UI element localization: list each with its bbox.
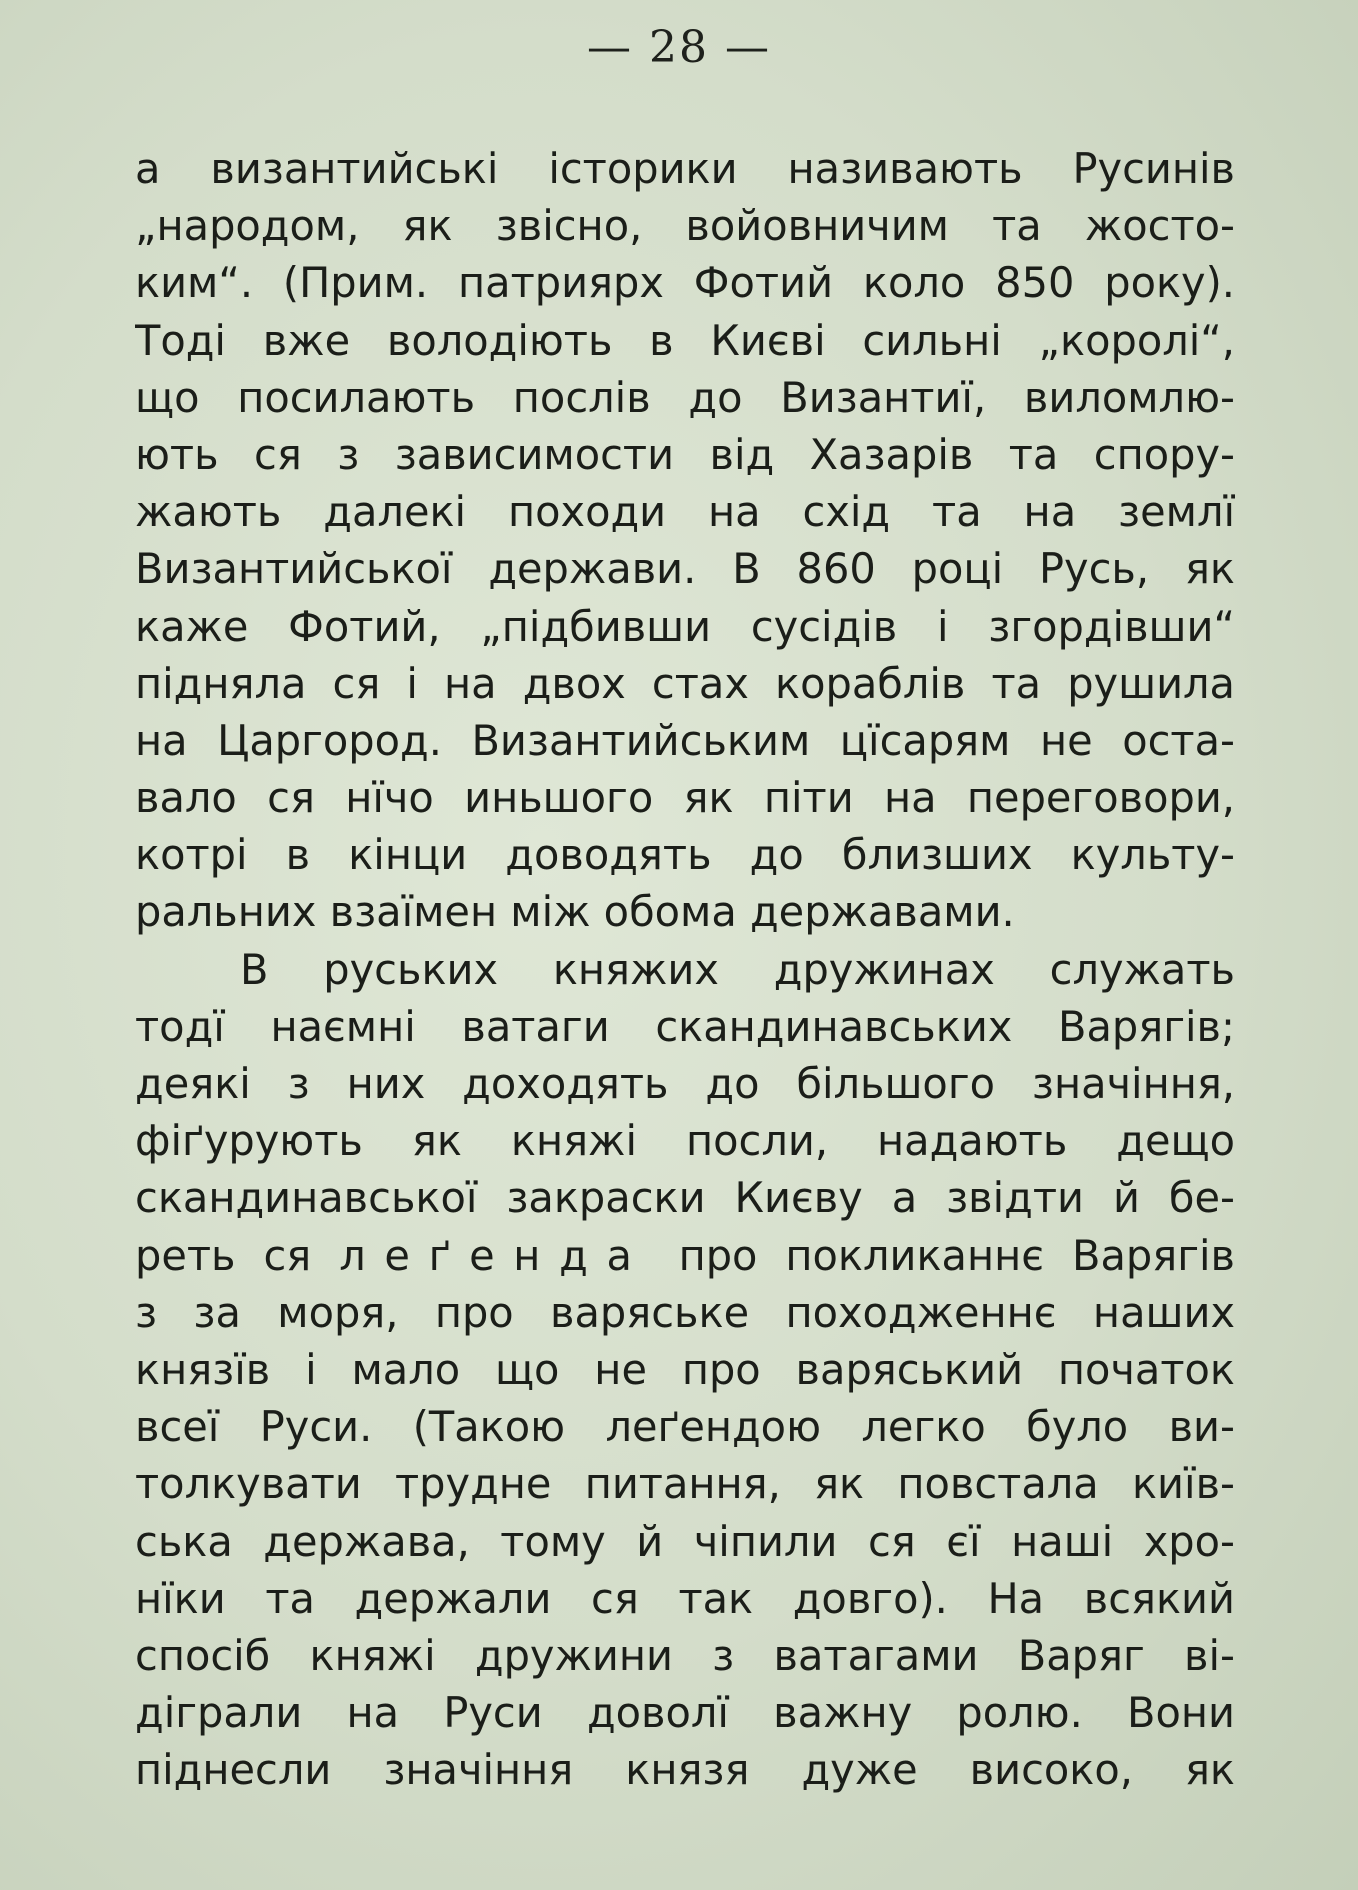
text-line: нїки та держали ся так довго). На всякий [135,1573,1235,1623]
text-line: ють ся з зависимости від Хазарів та спору- [135,429,1235,479]
text-line-with-spaced-word [135,1227,1235,1284]
text-line: всеї Руси. (Такою леґендою легко було ви- [135,1402,1235,1452]
text-line: вало ся нїчо иньшого як піти на переговори, [135,773,1235,823]
text-line: жають далекі походи на схід та на землї [135,487,1235,537]
text-line: Тоді вже володіють в Києві сильні „королі“, [135,315,1235,365]
text-line: на Царгород. Византийським цїсарям не оста- [135,715,1235,765]
text-line: що посилають послів до Византиї, виломлю- [135,372,1235,422]
text-line: толкувати трудне питання, як повстала київ- [135,1459,1235,1509]
text-line: деякі з них доходять до більшого значіння, [135,1059,1235,1108]
text-line: „народом, як звісно, войовничим та жосто- [135,201,1235,251]
paragraph-start-line: В руських княжих дружинах служать [240,944,1235,994]
text-line: піднесли значіння князя дуже високо, як [135,1745,1235,1795]
text-line: тодї наємні ватаги скандинавських Варягів; [135,1001,1235,1051]
text-line: Византийської держави. В 860 році Русь, як [135,544,1235,594]
text-line: котрі в кінци доводять до близших культу- [135,830,1235,880]
page-number: — 28 — [587,22,771,73]
spaced-emphasis-word: леґенда [339,1230,651,1280]
text-line: ська держава, тому й чіпили ся єї наші хро- [135,1516,1235,1566]
text-line: ким“. (Прим. патриярх Фотий коло 850 року). [135,258,1235,308]
text-line: скандинавської закраски Києву а звідти й бе- [135,1173,1235,1223]
text-line: спосіб княжі дружини з ватагами Варяг ві- [135,1630,1235,1680]
text-line: підняла ся і на двох стах кораблів та рушила [135,658,1235,708]
line-segment: реть ся [135,1230,312,1280]
text-line: діграли на Руси доволї важну ролю. Вони [135,1688,1235,1738]
text-line: фіґурують як княжі посли, надають дещо [135,1116,1235,1166]
text-body [135,140,1235,1798]
text-line: князїв і мало що не про варяський початок [135,1344,1235,1394]
text-line: а византийські історики називають Русинів [135,144,1235,193]
text-line: з за моря, про варяське походженнє наших [135,1287,1235,1337]
line-segment: про покликаннє Варягів [678,1230,1235,1280]
text-line: ральних взаїмен між обома державами. [135,887,1015,937]
text-line: каже Фотий, „підбивши сусідів і згордівши“ [135,601,1235,651]
